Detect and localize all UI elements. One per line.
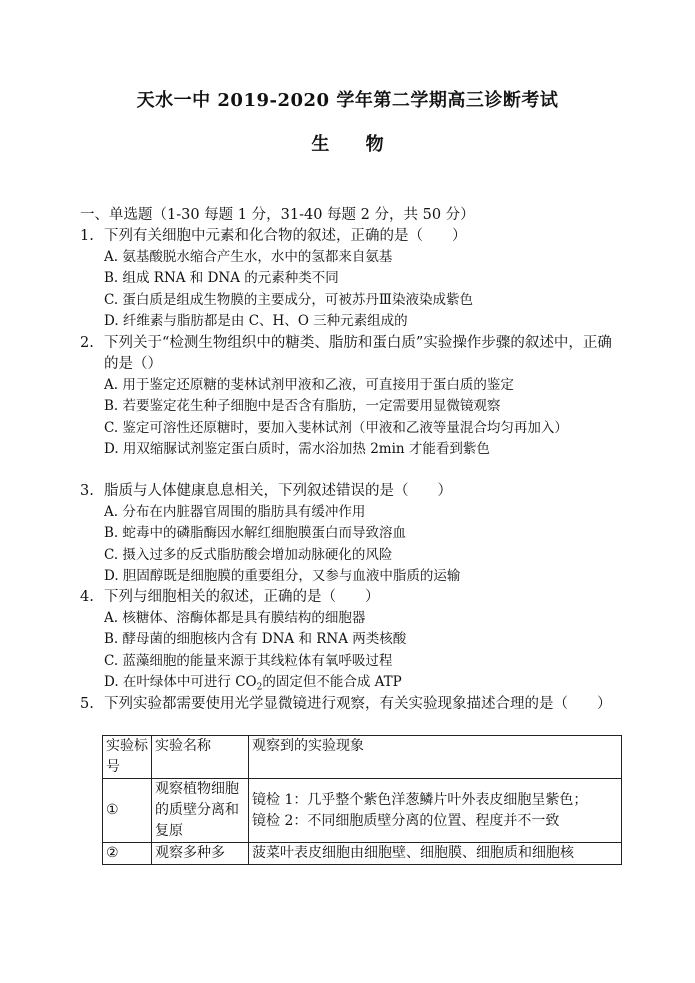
question-number: 5. [80, 696, 94, 712]
phenomenon-line: 菠菜叶表皮细胞由细胞壁、细胞膜、细胞质和细胞核 [252, 845, 574, 861]
table-row [103, 779, 622, 843]
question-5 [80, 694, 625, 715]
option-c: C. 蓝藻细胞的能量来源于其线粒体有氧呼吸过程 [104, 652, 393, 669]
question-number: 4. [80, 589, 94, 605]
option-b: B. 蛇毒中的磷脂酶因水解红细胞膜蛋白而导致溶血 [104, 525, 407, 542]
exam-title: 天水一中 2019-2020 学年第二学期高三诊断考试 [136, 90, 559, 111]
header-name: 实验名称 [152, 736, 249, 779]
option-d: D. 胆固醇既是细胞膜的重要组分，又参与血液中脂质的运输 [104, 567, 461, 584]
row-id: ① [103, 779, 152, 843]
question-stem: 下列与细胞相关的叙述，正确的是（ ） [104, 589, 380, 605]
option-b: B. 若要鉴定花生种子细胞中是否含有脂肪，一定需要用显微镜观察 [104, 398, 501, 415]
question-stem: 下列关于“检测生物组织中的糖类、脂肪和蛋白质”实验操作步骤的叙述中，正确的是（） [104, 335, 612, 372]
question-number: 2. [80, 335, 94, 351]
question-number: 1. [80, 228, 94, 244]
question-2 [80, 333, 625, 460]
question-stem: 脂质与人体健康息息相关，下列叙述错误的是（ ） [104, 483, 452, 499]
section-heading: 一、单选题（1-30 每题 1 分，31-40 每题 2 分，共 50 分） [80, 207, 475, 223]
option-c: C. 蛋白质是组成生物膜的主要成分，可被苏丹Ⅲ染液染成紫色 [104, 291, 473, 308]
row-name: 观察多种多 [152, 843, 249, 865]
row-phenomena [249, 779, 622, 843]
option-c: C. 鉴定可溶性还原糖时，要加入斐林试剂（甲液和乙液等量混合均匀再加入） [104, 419, 568, 436]
experiment-table [102, 735, 622, 865]
option-b: B. 组成 RNA 和 DNA 的元素种类不同 [104, 270, 339, 287]
question-stem: 下列实验都需要使用光学显微镜进行观察，有关实验现象描述合理的是（ ） [104, 696, 612, 712]
exam-subject: 生 物 [311, 134, 384, 155]
phenomenon-line: 镜检 1：几乎整个紫色洋葱鳞片叶外表皮细胞呈紫色； [252, 791, 588, 808]
option-a: A. 氨基酸脱水缩合产生水，水中的氢都来自氨基 [104, 249, 393, 265]
table-row [103, 843, 622, 865]
phenomenon-line: 镜检 2：不同细胞质壁分离的位置、程度并不一致 [252, 812, 560, 829]
option-d-text-rest: 的固定但不能合成 ATP [262, 673, 402, 690]
option-b: B. 酵母菌的细胞核内含有 DNA 和 RNA 两类核酸 [104, 631, 407, 648]
option-d: D. 用双缩脲试剂鉴定蛋白质时，需水浴加热 2min 才能看到紫色 [104, 440, 490, 457]
header-phenomena: 观察到的实验现象 [249, 736, 622, 779]
row-phenomena [249, 843, 622, 865]
subscript-2: 2 [256, 682, 263, 693]
question-stem: 下列有关细胞中元素和化合物的叙述，正确的是（ ） [104, 228, 467, 244]
question-3 [80, 481, 625, 587]
option-a: A. 用于鉴定还原糖的斐林试剂甲液和乙液，可直接用于蛋白质的鉴定 [104, 377, 514, 393]
table-header-row [103, 736, 622, 779]
question-1 [80, 226, 625, 332]
option-a: A. 核糖体、溶酶体都是具有膜结构的细胞器 [104, 610, 366, 626]
header-id: 实验标号 [103, 736, 152, 779]
row-id: ② [103, 843, 152, 865]
option-a: A. 分布在内脏器官周围的脂肪具有缓冲作用 [104, 504, 366, 520]
option-d: D. 纤维素与脂肪都是由 C、H、O 三种元素组成的 [104, 312, 408, 329]
option-d-text: D. 在叶绿体中可进行 CO [104, 673, 257, 690]
option-c: C. 摄入过多的反式脂肪酸会增加动脉硬化的风险 [104, 546, 393, 563]
row-name: 观察植物细胞的质壁分离和复原 [152, 779, 249, 843]
question-number: 3. [80, 483, 94, 499]
question-4 [80, 587, 625, 699]
